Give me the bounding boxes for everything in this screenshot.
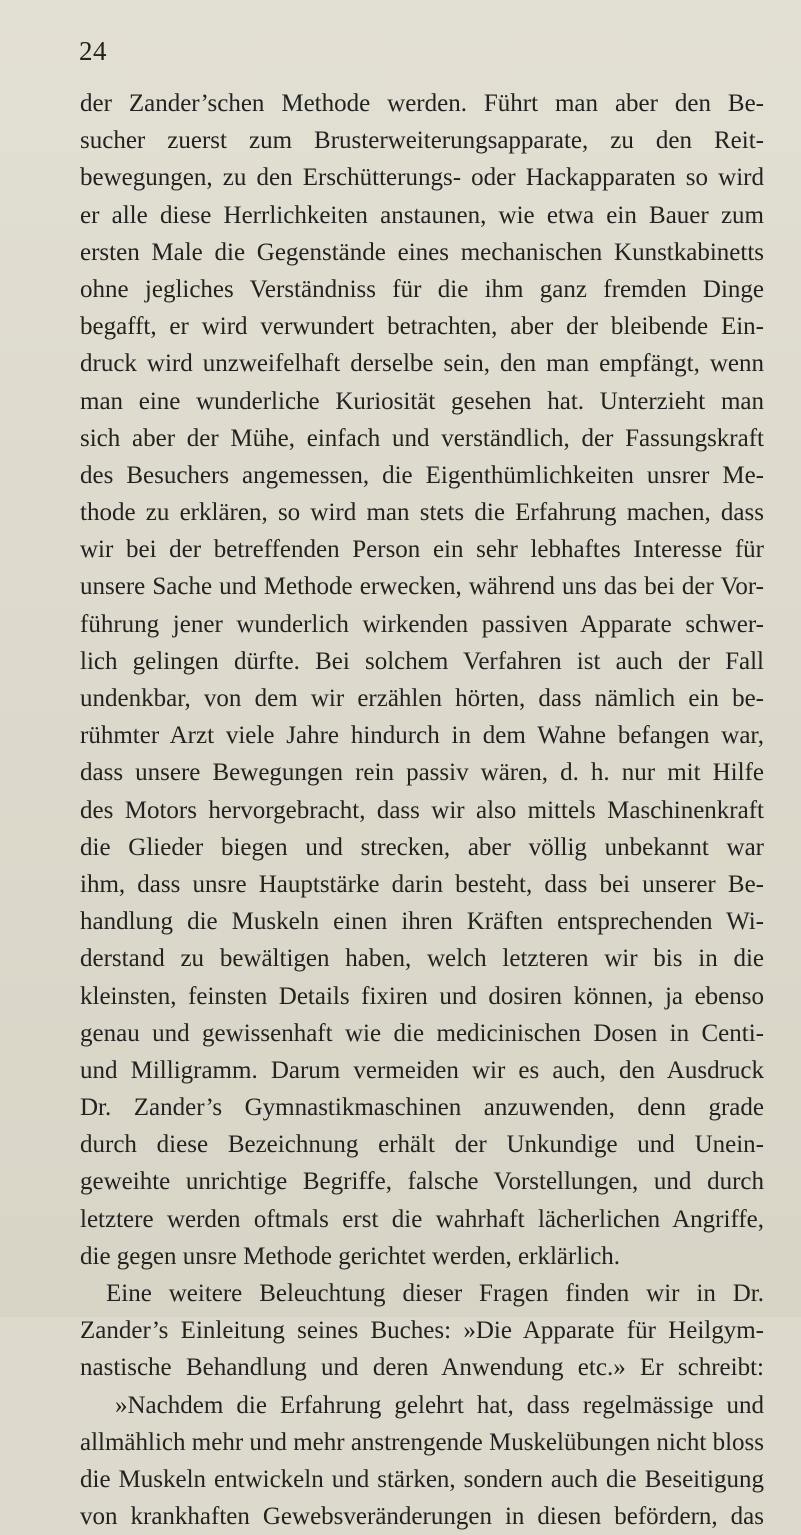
text-line: begafft, er wird verwundert betrachten, aber der bleibende Ein- (80, 313, 764, 341)
text-line: wir bei der betreffenden Person ein sehr lebhaftes Interesse für (80, 536, 764, 564)
text-line: ihm, dass unsre Hauptstärke darin besteht, dass bei unserer Be- (80, 870, 764, 898)
text-line: Zander’s Einleitung seines Buches: »Die Apparate für Heilgym- (80, 1317, 764, 1345)
page-number: 24 (79, 36, 107, 66)
text-line: des Besuchers angemessen, die Eigenthümlichkeiten unsrer Me- (80, 461, 764, 489)
text-line: geweihte unrichtige Begriffe, falsche Vorstellungen, und durch (80, 1168, 764, 1196)
text-line: des Motors hervorgebracht, dass wir also mittels Maschinenkraft (80, 796, 764, 824)
text-line: Eine weitere Beleuchtung dieser Fragen finden wir in Dr. (106, 1280, 764, 1307)
body-text (80, 85, 764, 1535)
text-line: die Muskeln entwickeln und stärken, sondern auch die Beseitigung (80, 1465, 764, 1493)
text-line: handlung die Muskeln einen ihren Kräften entsprechenden Wi- (80, 908, 764, 936)
text-line: ersten Male die Gegenstände eines mechanischen Kunstkabinetts (80, 238, 764, 266)
text-line: die gegen unsre Methode gerichtet werden, erklärlich. (80, 1242, 621, 1270)
text-line: ohne jegliches Verständniss für die ihm ganz fremden Dinge (80, 275, 764, 303)
text-line: von krankhaften Gewebsveränderungen in diesen befördern, das (80, 1503, 764, 1531)
text-line: »Nachdem die Erfahrung gelehrt hat, dass regelmässige und (115, 1391, 764, 1419)
text-line: Dr. Zander’s Gymnastikmaschinen anzuwenden, denn grade (80, 1094, 764, 1122)
text-line: kleinsten, feinsten Details fixiren und dosiren können, ja ebenso (80, 982, 764, 1010)
text-line: bewegungen, zu den Erschütterungs- oder Hackapparaten so wird (80, 164, 764, 192)
text-line: die Glieder biegen und strecken, aber völlig unbekannt war (80, 833, 764, 861)
text-line: undenkbar, von dem wir erzählen hörten, dass nämlich ein be- (80, 685, 764, 712)
text-line: er alle diese Herrlichkeiten anstaunen, wie etwa ein Bauer zum (80, 201, 764, 229)
text-line: der Zander’schen Methode werden. Führt man aber den Be- (80, 90, 764, 117)
text-line: sucher zuerst zum Brusterweiterungsapparate, zu den Reit- (80, 127, 764, 155)
text-line: druck wird unzweifelhaft derselbe sein, den man empfängt, wenn (80, 350, 764, 378)
text-line: thode zu erklären, so wird man stets die Erfahrung machen, dass (80, 499, 764, 527)
text-line: durch diese Bezeichnung erhält der Unkundige und Unein- (80, 1131, 764, 1159)
text-line: führung jener wunderlich wirkenden passiven Apparate schwer- (80, 610, 764, 638)
text-line: lich gelingen dürfte. Bei solchem Verfahren ist auch der Fall (80, 647, 764, 675)
text-line: letztere werden oftmals erst die wahrhaft lächerlichen Angriffe, (80, 1205, 764, 1233)
text-line: genau und gewissenhaft wie die medicinischen Dosen in Centi- (80, 1019, 764, 1047)
text-line: unsere Sache und Methode erwecken, während uns das bei der Vor- (80, 573, 764, 601)
text-line: allmählich mehr und mehr anstrengende Muskelübungen nicht bloss (80, 1428, 764, 1456)
text-line: und Milligramm. Darum vermeiden wir es auch, den Ausdruck (80, 1056, 764, 1084)
text-line: nastische Behandlung und deren Anwendung etc.» Er schreibt: (80, 1354, 764, 1382)
text-line: derstand zu bewältigen haben, welch letzteren wir bis in die (80, 945, 764, 973)
text-line: dass unsere Bewegungen rein passiv wären, d. h. nur mit Hilfe (80, 759, 764, 787)
text-line: man eine wunderliche Kuriosität gesehen hat. Unterzieht man (80, 387, 764, 415)
text-line: sich aber der Mühe, einfach und verständlich, der Fassungskraft (80, 424, 764, 452)
text-line: rühmter Arzt viele Jahre hindurch in dem Wahne befangen war, (80, 722, 764, 750)
